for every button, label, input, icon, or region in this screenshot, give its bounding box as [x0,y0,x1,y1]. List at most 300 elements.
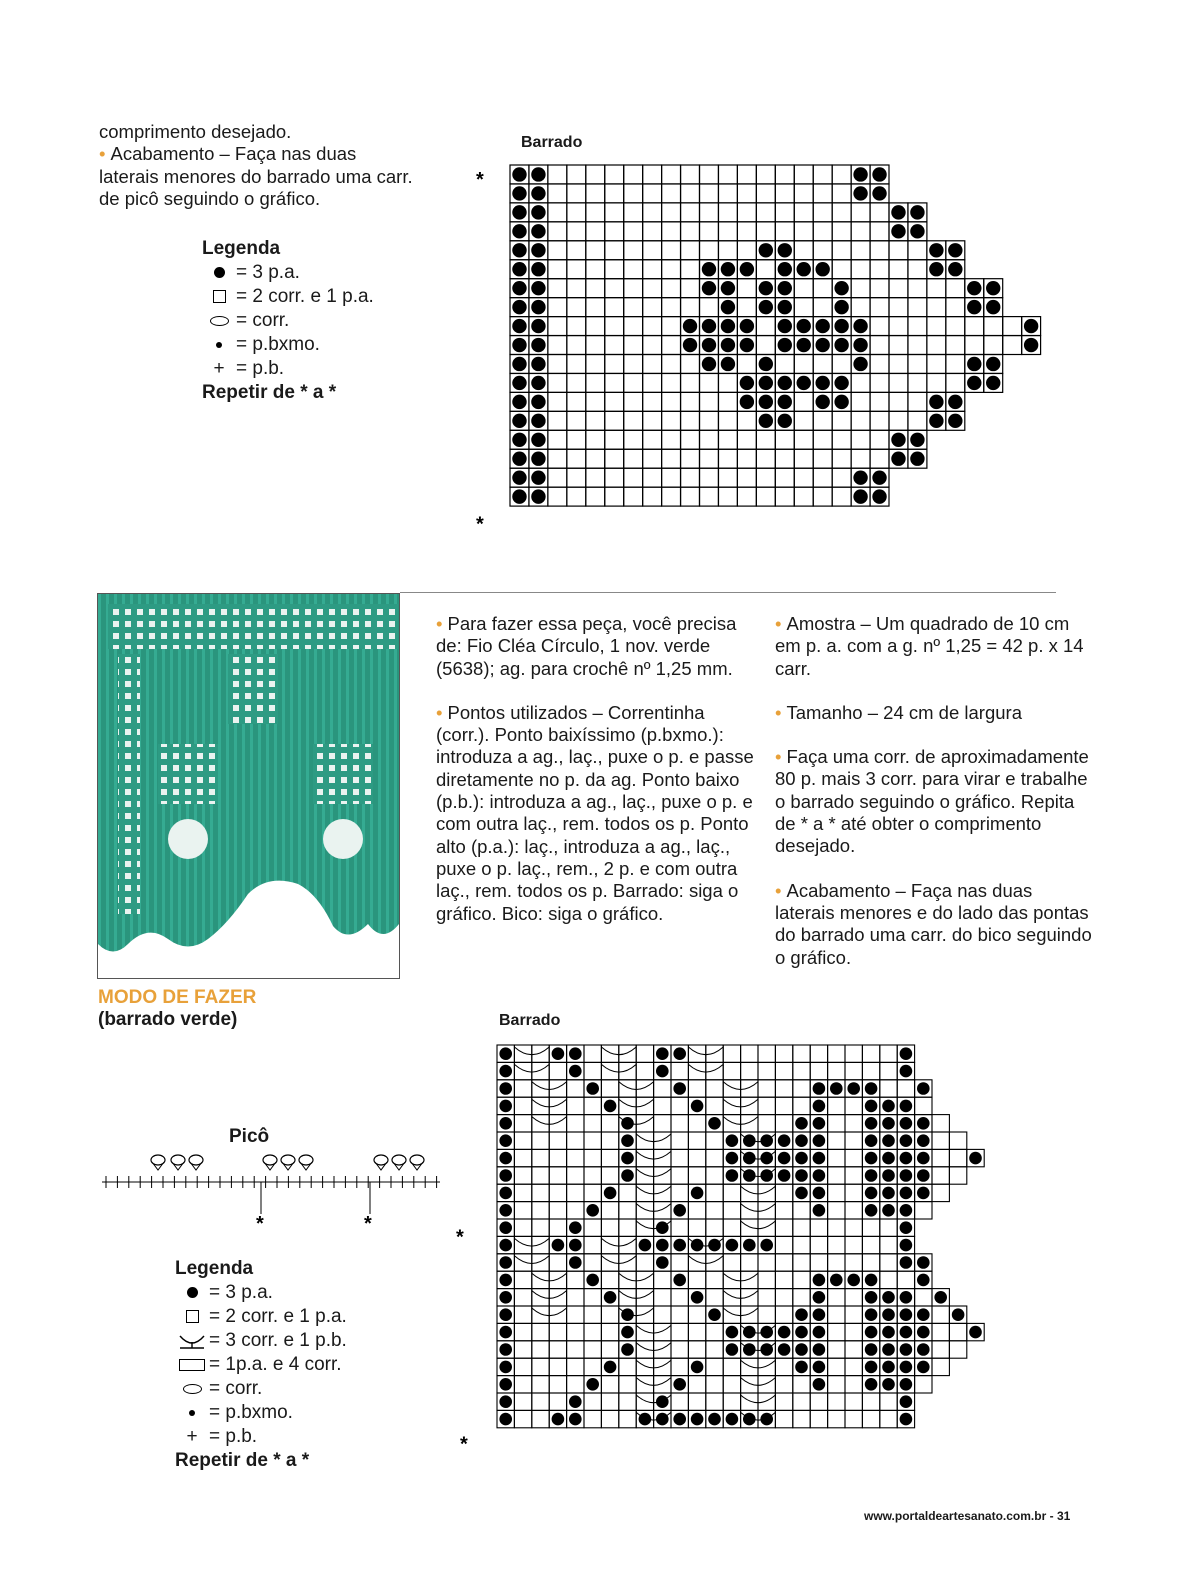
grid-cell [548,468,567,487]
grid-cell [845,1115,862,1132]
grid-cell [624,487,643,506]
stitch-dot [830,1082,843,1095]
grid-cell [654,1149,671,1166]
grid-cell [984,336,1003,355]
grid-cell [636,1271,653,1288]
stitch-dot [813,1100,826,1113]
grid-cell [605,373,624,392]
grid-cell [688,1080,705,1097]
grid-cell [862,1254,879,1271]
stitch-dot [702,262,716,276]
grid-cell [949,1341,966,1358]
stitch-dot [813,1308,826,1321]
stitch-dot [891,452,905,466]
grid-cell [832,449,851,468]
grid-cell [688,1393,705,1410]
stitch-dot [778,395,792,409]
grid-cell [718,392,737,411]
stitch-dot [795,1187,808,1200]
stitch-dot [813,1343,826,1356]
stitch-dot [847,1274,860,1287]
grid-cell [567,1306,584,1323]
grid-cell [775,1376,792,1393]
stitch-dot [795,1169,808,1182]
grid-cell [775,165,794,184]
grid-cell [723,1184,740,1201]
stitch-dot [882,1308,895,1321]
stitch-dot [552,1413,565,1426]
grid-cell [584,1149,601,1166]
stitch-dot [656,1239,669,1252]
grid-cell [700,373,719,392]
grid-cell [932,1132,949,1149]
grid-cell [636,1202,653,1219]
grid-cell [810,1219,827,1236]
pico-stem [300,1162,312,1170]
grid-cell [723,1080,740,1097]
grid-cell [756,203,775,222]
stitch-dot [778,338,792,352]
stitch-dot [708,1239,721,1252]
stitch-dot [900,1221,913,1234]
grid-cell [706,1341,723,1358]
stitch-dot [721,338,735,352]
grid-cell [567,1149,584,1166]
grid-cell [880,1254,897,1271]
stitch-dot [882,1204,895,1217]
pico-stem [411,1162,423,1170]
grid-cell [567,222,586,241]
grid-cell [624,222,643,241]
grid-cell [619,1062,636,1079]
grid-cell [889,298,908,317]
grid-cell [567,468,586,487]
grid-cell [688,1045,705,1062]
grid-cell [662,373,681,392]
stitch-dot [882,1361,895,1374]
plus-icon: + [186,1426,198,1447]
grid-cell [737,355,756,374]
grid-cell [532,1097,549,1114]
grid-cell [756,430,775,449]
grid-cell [741,1271,758,1288]
grid-cell [532,1254,549,1271]
stitch-dot [834,338,848,352]
grid-cell [549,1149,566,1166]
stitch-dot [721,281,735,295]
grid-cell [706,1184,723,1201]
grid-cell [880,1410,897,1427]
stitch-dot [917,1308,930,1321]
stitch-dot [740,338,754,352]
grid-cell [605,222,624,241]
grid-cell [915,1097,932,1114]
grid-cell [601,1149,618,1166]
grid-cell [548,392,567,411]
grid-cell [810,1045,827,1062]
stitch-dot [865,1326,878,1339]
grid-cell [851,392,870,411]
grid-cell [662,355,681,374]
small-dot-icon [216,342,222,348]
grid-cell [845,1393,862,1410]
grid-cell [662,487,681,506]
grid-cell [775,1306,792,1323]
grid-cell [567,336,586,355]
grid-cell [643,411,662,430]
stitch-dot [813,1134,826,1147]
grid-cell [567,1289,584,1306]
grid-cell [584,1393,601,1410]
stitch-dot [778,376,792,390]
crochet-photo-image [98,594,399,978]
grid-cell [532,1202,549,1219]
stitch-dot [865,1152,878,1165]
stitch-dot [726,1169,739,1182]
grid-cell [828,1167,845,1184]
grid-cell [880,1062,897,1079]
stitch-dot [656,1413,669,1426]
grid-cell [828,1341,845,1358]
grid-cell [741,1306,758,1323]
grid-cell [741,1219,758,1236]
stitch-dot [499,1100,512,1113]
grid-cell [532,1167,549,1184]
grid-cell [567,449,586,468]
stitch-dot [726,1413,739,1426]
grid-cell [862,1045,879,1062]
grid-cell [567,260,586,279]
grid-cell [567,1358,584,1375]
grid-cell [681,184,700,203]
grid-cell [845,1289,862,1306]
grid-cell [932,1167,949,1184]
grid-cell [688,1202,705,1219]
grid-cell [845,1202,862,1219]
legend-row: = 2 corr. e 1 p.a. [202,285,374,309]
grid-cell [737,468,756,487]
stitch-dot [743,1343,756,1356]
grid-cell [775,487,794,506]
grid-cell [828,1289,845,1306]
grid-cell [737,165,756,184]
grid-cell [828,1410,845,1427]
legend-row: = 3 corr. e 1 p.b. [175,1329,347,1353]
grid-cell [624,430,643,449]
footer-site[interactable]: www.portaldeartesanato.com.br [864,1509,1047,1523]
stitch-dot [910,433,924,447]
grid-cell [671,1115,688,1132]
grid-cell [845,1097,862,1114]
grid-cell [932,1184,949,1201]
stitch-dot [815,319,829,333]
grid-cell [828,1149,845,1166]
grid-cell [605,411,624,430]
stitch-dot [759,243,773,257]
grid-cell [949,1323,966,1340]
grid-cell [532,1271,549,1288]
grid-cell [671,1306,688,1323]
grid-cell [671,1393,688,1410]
grid-cell [828,1219,845,1236]
grid-cell [662,241,681,260]
grid-cell [567,1080,584,1097]
grid-cell [851,203,870,222]
grid-cell [586,336,605,355]
grid-cell [514,1167,531,1184]
grid-cell [654,1202,671,1219]
grid-cell [567,241,586,260]
stitch-dot [813,1291,826,1304]
stitch-dot [865,1291,878,1304]
grid-cell [813,355,832,374]
grid-cell [605,279,624,298]
grid-cell [741,1358,758,1375]
stitch-dot [673,1378,686,1391]
grid-cell [619,1271,636,1288]
legend-title: Legenda [202,238,281,259]
grid-cell [946,317,965,336]
grid-cell [758,1062,775,1079]
stitch-dot [708,1413,721,1426]
stitch-dot [795,1134,808,1147]
grid-cell [758,1376,775,1393]
grid-cell [793,1097,810,1114]
grid-cell [514,1254,531,1271]
stitch-dot [499,1134,512,1147]
grid-cell [832,430,851,449]
grid-cell [965,317,984,336]
grid-cell [514,1080,531,1097]
grid-cell [567,165,586,184]
stitch-dot [778,1343,791,1356]
grid-cell [624,449,643,468]
stitch-dot [499,1361,512,1374]
intro-line-2: • Acabamento – Faça nas duas laterais menores do barrado uma carr. de picô seguindo o gráfico. [99,143,413,209]
grid-cell [718,184,737,203]
grid-cell [880,1393,897,1410]
grid-cell [549,1289,566,1306]
stitch-dot [778,319,792,333]
stitch-dot [847,1082,860,1095]
stitch-dot [760,1326,773,1339]
grid-cell [870,373,889,392]
grid-cell [700,298,719,317]
grid-cell [567,298,586,317]
stitch-dot [917,1117,930,1130]
grid-cell [548,336,567,355]
stitch-dot [882,1291,895,1304]
stitch-dot [882,1187,895,1200]
grid-cell [775,1097,792,1114]
small-dot-icon [189,1410,195,1416]
grid-cell [832,203,851,222]
grid-cell [832,184,851,203]
stitch-dot [1024,319,1038,333]
stitch-dot [795,1117,808,1130]
stitch-dot [721,300,735,314]
grid-cell [605,241,624,260]
stitch-dot [917,1134,930,1147]
grid-cell [601,1132,618,1149]
grid-cell [756,184,775,203]
grid-cell [775,355,794,374]
stitch-dot [552,1047,565,1060]
stitch-dot [721,262,735,276]
stitch-dot [882,1100,895,1113]
finishing-paragraph: • Acabamento – Faça nas duas laterais menores e do lado das pontas do barrado uma carr. do bico seguindo o gráfico. [775,879,1092,968]
grid-cell [793,1289,810,1306]
grid-cell [927,317,946,336]
grid-cell [851,279,870,298]
stitch-dot [917,1152,930,1165]
grid-cell [870,222,889,241]
grid-cell [605,317,624,336]
stitch-dot [778,243,792,257]
grid-cell [700,430,719,449]
grid-cell [601,1167,618,1184]
grid-cell [681,279,700,298]
grid-cell [737,411,756,430]
grid-cell [619,1410,636,1427]
grid-cell [549,1080,566,1097]
grid-cell [828,1097,845,1114]
grid-cell [775,203,794,222]
grid-cell [548,260,567,279]
filled-dot-icon [187,1287,198,1298]
grid-cell [810,1236,827,1253]
grid-cell [532,1132,549,1149]
grid-cell [718,241,737,260]
grid-cell [897,1271,914,1288]
grid-cell [643,241,662,260]
grid-cell [889,392,908,411]
stitch-dot [760,1239,773,1252]
grid-cell [584,1323,601,1340]
stitch-dot [1024,338,1038,352]
stitch-dot [499,1221,512,1234]
stitch-dot [891,224,905,238]
grid-cell [654,1097,671,1114]
grid-cell [688,1376,705,1393]
stitch-dot [910,452,924,466]
stitch-dot [621,1134,634,1147]
grid-cell [619,1358,636,1375]
grid-cell [662,430,681,449]
grid-cell [636,1358,653,1375]
grid-cell [828,1358,845,1375]
stitch-dot [872,489,886,503]
grid-cell [549,1306,566,1323]
grid-cell [688,1062,705,1079]
repeat-marker: * [364,1213,372,1230]
grid-cell [549,1184,566,1201]
stitch-dot [531,186,545,200]
grid-cell [845,1132,862,1149]
stitch-dot [900,1134,913,1147]
grid-cell [584,1045,601,1062]
rectangle-icon [179,1359,205,1371]
stitch-dot [967,376,981,390]
stitch-dot [499,1343,512,1356]
grid-cell [870,260,889,279]
stitch-dot [760,1169,773,1182]
grid-cell [532,1236,549,1253]
grid-cell [862,1393,879,1410]
grid-cell [1003,336,1022,355]
grid-cell [756,468,775,487]
grid-cell [706,1358,723,1375]
grid-cell [851,222,870,241]
grid-cell [548,279,567,298]
grid-cell [949,1167,966,1184]
grid-cell [845,1219,862,1236]
grid-cell [832,241,851,260]
grid-cell [643,468,662,487]
grid-cell [601,1410,618,1427]
stitch-dot [865,1308,878,1321]
stitch-dot [917,1082,930,1095]
grid-cell [775,1219,792,1236]
stitch-dot [882,1169,895,1182]
grid-cell [793,1271,810,1288]
grid-cell [662,411,681,430]
grid-cell [718,411,737,430]
grid-cell [643,355,662,374]
grid-cell [605,260,624,279]
grid-cell [567,1376,584,1393]
grid-cell [643,373,662,392]
grid-cell [851,430,870,449]
grid-cell [794,241,813,260]
grid-cell [793,1393,810,1410]
grid-cell [532,1080,549,1097]
grid-cell [567,411,586,430]
grid-cell [775,1358,792,1375]
stitch-dot [853,167,867,181]
stitch-dot [499,1239,512,1252]
grid-cell [532,1184,549,1201]
grid-cell [549,1376,566,1393]
grid-cell [671,1167,688,1184]
stitch-dot [760,1413,773,1426]
materials-column [436,613,756,925]
grid-cell [932,1323,949,1340]
grid-cell [549,1271,566,1288]
grid-cell [889,317,908,336]
grid-cell [793,1062,810,1079]
grid-cell [741,1115,758,1132]
stitch-dot [900,1047,913,1060]
stitch-dot [967,357,981,371]
grid-cell [794,392,813,411]
grid-cell [688,1323,705,1340]
grid-cell [586,298,605,317]
grid-cell [532,1358,549,1375]
grid-cell [514,1202,531,1219]
stitch-dot [986,300,1000,314]
grid-cell [932,1115,949,1132]
grid-cell [870,392,889,411]
pico-stem [375,1162,387,1170]
chart-1-title: Barrado [521,134,583,151]
grid-cell [775,1410,792,1427]
grid-cell [619,1219,636,1236]
stitch-dot [929,395,943,409]
grid-cell [624,184,643,203]
repeat-note: Repetir de * a * [202,382,337,403]
grid-cell [548,241,567,260]
